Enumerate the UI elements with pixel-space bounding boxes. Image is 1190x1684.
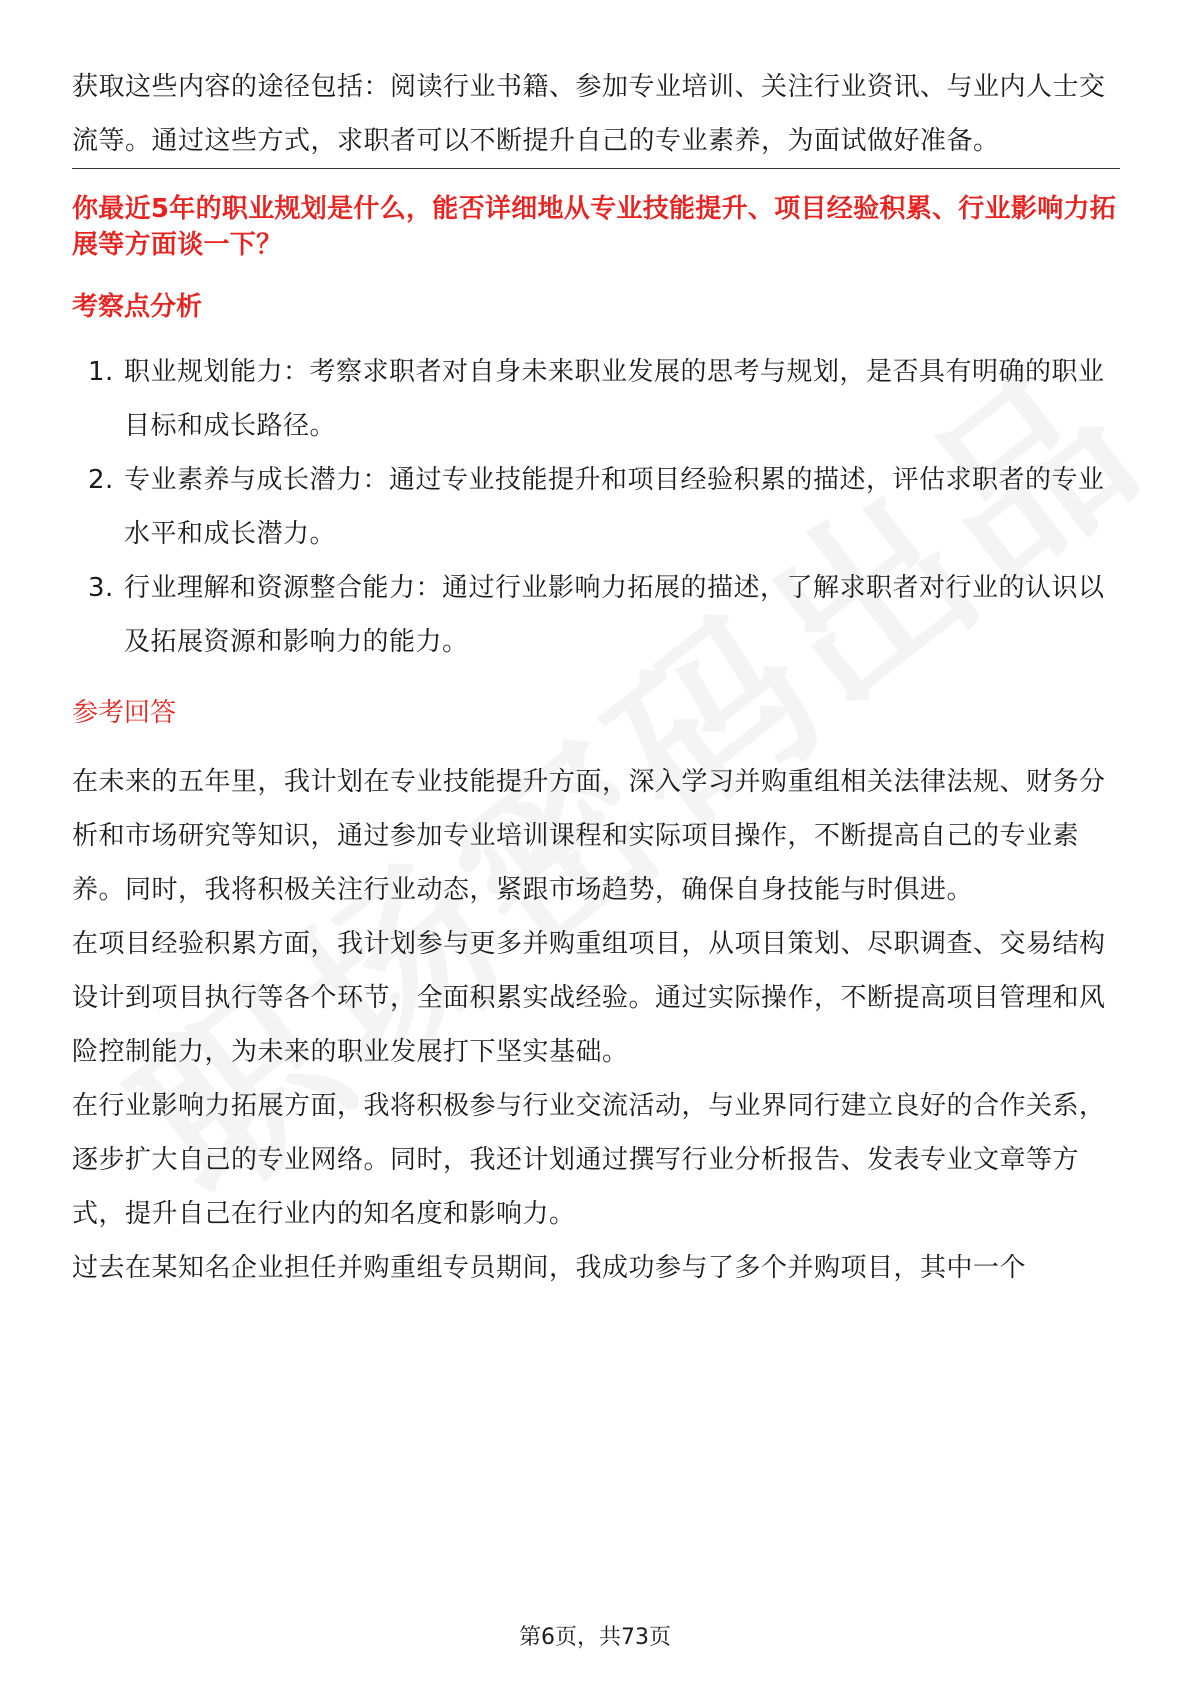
analysis-item-text: 行业理解和资源整合能力：通过行业影响力拓展的描述，了解求职者对行业的认识以及拓展资源和影响力的能力。 <box>124 573 1105 657</box>
answer-paragraph: 在未来的五年里，我计划在专业技能提升方面，深入学习并购重组相关法律法规、财务分析和市场研究等知识，通过参加专业培训课程和实际项目操作，不断提高自己的专业素养。同时，我将积极关注行业动态，紧跟市场趋势，确保自身技能与时俱进。 <box>72 767 1106 905</box>
analysis-item <box>72 453 1120 561</box>
answer-paragraph: 在项目经验积累方面，我计划参与更多并购重组项目，从项目策划、尽职调查、交易结构设计到项目执行等各个环节，全面积累实战经验。通过实际操作，不断提高项目管理和风险控制能力，为未来的职业发展打下坚实基础。 <box>72 929 1106 1067</box>
answer-paragraph: 过去在某知名企业担任并购重组专员期间，我成功参与了多个并购项目，其中一个 <box>72 1253 1027 1283</box>
analysis-item-text: 专业素养与成长潜力：通过专业技能提升和项目经验积累的描述，评估求职者的专业水平和成长潜力。 <box>124 465 1105 549</box>
section-divider <box>72 168 1120 169</box>
analysis-list <box>72 345 1120 669</box>
page-footer: 第6页，共73页 <box>519 1625 671 1650</box>
analysis-item-number: 3. <box>88 573 114 603</box>
interview-question: 你最近5年的职业规划是什么，能否详细地从专业技能提升、项目经验积累、行业影响力拓展等方面谈一下？ <box>72 194 1117 260</box>
intro-paragraph: 获取这些内容的途径包括：阅读行业书籍、参加专业培训、关注行业资讯、与业内人士交流等。通过这些方式，求职者可以不断提升自己的专业素养，为面试做好准备。 <box>72 72 1106 156</box>
analysis-item <box>72 345 1120 453</box>
answer-heading: 参考回答 <box>72 698 177 728</box>
analysis-item-number: 1. <box>88 357 114 387</box>
answer-paragraph: 在行业影响力拓展方面，我将积极参与行业交流活动，与业界同行建立良好的合作关系，逐步扩大自己的专业网络。同时，我还计划通过撰写行业分析报告、发表专业文章等方式，提升自己在行业内的知名度和影响力。 <box>72 1091 1106 1229</box>
analysis-item-text: 职业规划能力：考察求职者对自身未来职业发展的思考与规划，是否具有明确的职业目标和成长路径。 <box>124 357 1105 441</box>
page-content <box>72 60 1120 1295</box>
analysis-item-number: 2. <box>88 465 114 495</box>
analysis-item <box>72 561 1120 669</box>
analysis-heading: 考察点分析 <box>72 292 203 322</box>
